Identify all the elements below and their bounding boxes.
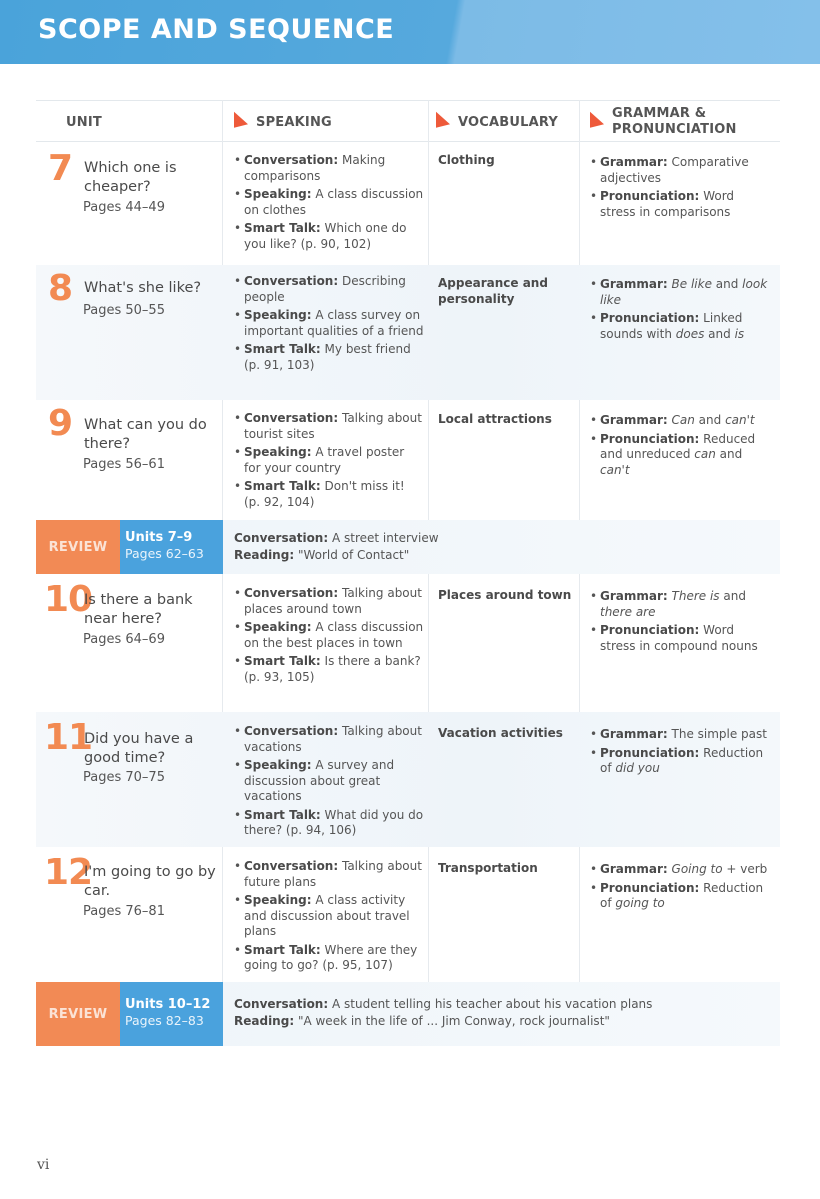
grammar-item: • Grammar: There is and there are bbox=[590, 589, 770, 620]
pronunciation-item: • Pronunciation: Word stress in compound nouns bbox=[590, 623, 770, 654]
page-number: vi bbox=[37, 1157, 50, 1173]
header-grammar bbox=[590, 101, 737, 143]
unit-pages: Pages 50–55 bbox=[83, 303, 165, 318]
unit-row-8 bbox=[36, 265, 780, 400]
review-units-range: Units 10–12 bbox=[125, 997, 211, 1012]
unit-title: What can you do there? bbox=[84, 417, 207, 452]
arrow-icon bbox=[436, 112, 450, 133]
unit-row-10 bbox=[36, 574, 780, 712]
unit-pages: Pages 70–75 bbox=[83, 770, 165, 785]
review-pages: Pages 62–63 bbox=[125, 546, 204, 561]
unit-title: Is there a bank near here? bbox=[84, 592, 193, 627]
speaking-item: • Smart Talk: What did you do there? (p. 94, 106) bbox=[234, 808, 424, 839]
table-header bbox=[36, 100, 780, 142]
vocabulary-cell: Appearance and personality bbox=[438, 276, 548, 306]
unit-pages: Pages 44–49 bbox=[83, 200, 165, 215]
unit-title: Which one is cheaper? bbox=[84, 160, 177, 195]
unit-number: 12 bbox=[44, 852, 93, 893]
page-title: SCOPE AND SEQUENCE bbox=[38, 14, 395, 45]
header-grammar-label bbox=[612, 106, 737, 138]
speaking-cell bbox=[234, 153, 424, 255]
arrow-icon bbox=[590, 112, 604, 133]
unit-number: 8 bbox=[48, 268, 73, 309]
vocabulary-cell: Places around town bbox=[438, 588, 572, 602]
review-row-1 bbox=[36, 520, 780, 574]
review-conversation: Conversation: A street interview bbox=[234, 531, 439, 545]
speaking-item: • Smart Talk: Where are they going to go? (p. 95, 107) bbox=[234, 943, 424, 974]
review-content bbox=[234, 996, 652, 1030]
speaking-cell bbox=[234, 274, 424, 376]
review-tag: REVIEW bbox=[36, 982, 120, 1046]
review-tag: REVIEW bbox=[36, 520, 120, 574]
speaking-item: • Speaking: A travel poster for your country bbox=[234, 445, 424, 476]
pronunciation-item: • Pronunciation: Word stress in comparisons bbox=[590, 189, 770, 220]
pronunciation-item: • Pronunciation: Reduction of did you bbox=[590, 746, 770, 777]
review-row-2 bbox=[36, 982, 780, 1046]
header-grammar-line2: PRONUNCIATION bbox=[612, 122, 737, 137]
unit-title: Did you have a good time? bbox=[84, 731, 194, 766]
header-vocabulary-label: VOCABULARY bbox=[458, 114, 559, 130]
unit-number: 9 bbox=[48, 403, 73, 444]
unit-row-7 bbox=[36, 143, 780, 265]
grammar-cell bbox=[590, 862, 770, 915]
vocabulary-cell: Local attractions bbox=[438, 412, 552, 426]
speaking-item: • Speaking: A class survey on important qualities of a friend bbox=[234, 308, 424, 339]
page-banner bbox=[0, 0, 820, 64]
vocabulary-cell: Vacation activities bbox=[438, 726, 563, 740]
header-speaking-label: SPEAKING bbox=[256, 114, 332, 130]
speaking-item: • Conversation: Talking about vacations bbox=[234, 724, 424, 755]
header-grammar-line1: GRAMMAR & bbox=[612, 106, 707, 121]
pronunciation-item: • Pronunciation: Linked sounds with does and is bbox=[590, 311, 770, 342]
review-units-range: Units 7–9 bbox=[125, 530, 193, 545]
grammar-item: • Grammar: Be like and look like bbox=[590, 277, 770, 308]
speaking-item: • Conversation: Describing people bbox=[234, 274, 424, 305]
speaking-item: • Conversation: Talking about places around town bbox=[234, 586, 424, 617]
speaking-item: • Conversation: Making comparisons bbox=[234, 153, 424, 184]
arrow-icon bbox=[234, 112, 248, 133]
header-speaking bbox=[234, 101, 332, 143]
grammar-cell bbox=[590, 727, 770, 780]
unit-number: 11 bbox=[44, 717, 93, 758]
speaking-item: • Conversation: Talking about tourist sites bbox=[234, 411, 424, 442]
speaking-item: • Smart Talk: Don't miss it! (p. 92, 104) bbox=[234, 479, 424, 510]
grammar-cell bbox=[590, 413, 770, 481]
speaking-item: • Speaking: A class discussion on the best places in town bbox=[234, 620, 424, 651]
vocabulary-cell: Clothing bbox=[438, 153, 495, 167]
speaking-cell bbox=[234, 586, 424, 688]
speaking-item: • Smart Talk: Is there a bank? (p. 93, 105) bbox=[234, 654, 424, 685]
grammar-item: • Grammar: Going to + verb bbox=[590, 862, 770, 878]
review-units bbox=[120, 520, 223, 574]
grammar-item: • Grammar: The simple past bbox=[590, 727, 770, 743]
speaking-cell bbox=[234, 859, 424, 977]
grammar-item: • Grammar: Comparative adjectives bbox=[590, 155, 770, 186]
unit-title: I'm going to go by car. bbox=[84, 864, 216, 899]
speaking-item: • Smart Talk: Which one do you like? (p. 90, 102) bbox=[234, 221, 424, 252]
header-vocabulary bbox=[436, 101, 558, 143]
speaking-item: • Conversation: Talking about future plans bbox=[234, 859, 424, 890]
grammar-cell bbox=[590, 277, 770, 345]
speaking-item: • Speaking: A class activity and discussion about travel plans bbox=[234, 893, 424, 940]
grammar-cell bbox=[590, 589, 770, 657]
pronunciation-item: • Pronunciation: Reduced and unreduced can and can't bbox=[590, 432, 770, 479]
pronunciation-item: • Pronunciation: Reduction of going to bbox=[590, 881, 770, 912]
unit-number: 10 bbox=[44, 579, 93, 620]
speaking-cell bbox=[234, 411, 424, 513]
speaking-item: • Speaking: A survey and discussion about great vacations bbox=[234, 758, 424, 805]
review-pages: Pages 82–83 bbox=[125, 1013, 204, 1028]
review-content bbox=[234, 530, 439, 564]
unit-row-9 bbox=[36, 400, 780, 520]
header-unit: UNIT bbox=[66, 114, 102, 130]
unit-title: What's she like? bbox=[84, 280, 202, 296]
grammar-cell bbox=[590, 155, 770, 223]
speaking-cell bbox=[234, 724, 424, 842]
speaking-item: • Speaking: A class discussion on clothes bbox=[234, 187, 424, 218]
review-reading: Reading: "World of Contact" bbox=[234, 548, 410, 562]
vocabulary-cell: Transportation bbox=[438, 861, 538, 875]
unit-pages: Pages 76–81 bbox=[83, 904, 165, 919]
unit-number: 7 bbox=[48, 148, 73, 189]
unit-row-12 bbox=[36, 847, 780, 984]
unit-row-11 bbox=[36, 712, 780, 847]
unit-pages: Pages 64–69 bbox=[83, 632, 165, 647]
review-reading: Reading: "A week in the life of ... Jim Conway, rock journalist" bbox=[234, 1014, 610, 1028]
speaking-item: • Smart Talk: My best friend (p. 91, 103) bbox=[234, 342, 424, 373]
review-units bbox=[120, 982, 223, 1046]
review-conversation: Conversation: A student telling his teacher about his vacation plans bbox=[234, 997, 653, 1011]
unit-pages: Pages 56–61 bbox=[83, 457, 165, 472]
grammar-item: • Grammar: Can and can't bbox=[590, 413, 770, 429]
